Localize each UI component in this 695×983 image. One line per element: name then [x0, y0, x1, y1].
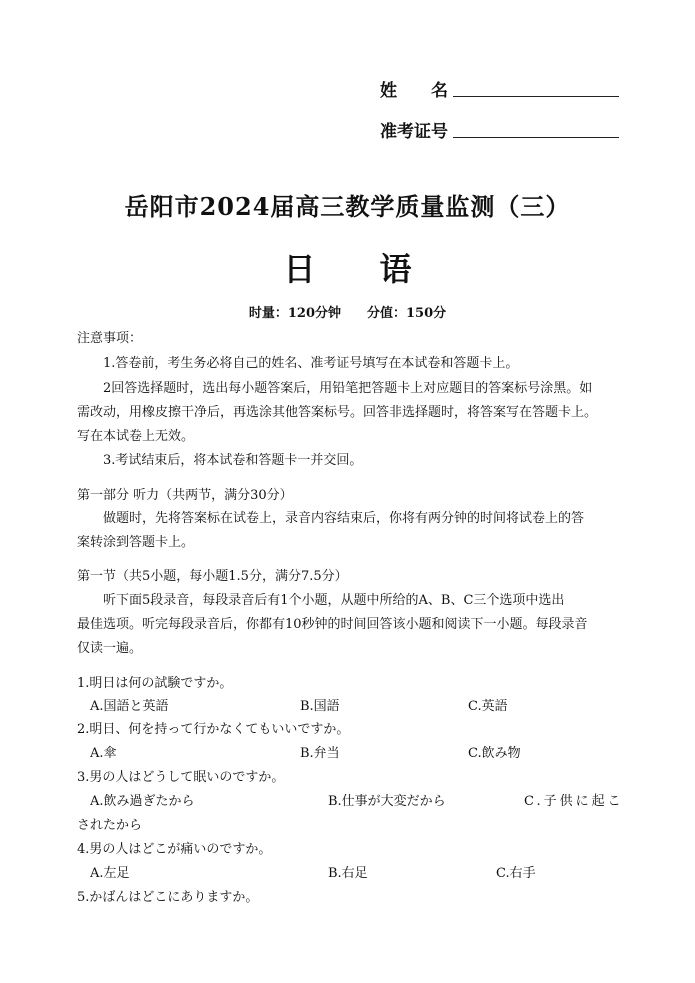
part1-heading: 第一部分 听力（共两节，满分30分） [77, 488, 293, 503]
question-3-option-b: B.仕事が大変だから [328, 794, 446, 809]
exam-title: 岳阳市2024届高三教学质量监测（三） [124, 192, 571, 221]
ticket-number-label: 准考证号 [380, 122, 448, 142]
question-3-option-c-continued: されたから [77, 818, 143, 833]
question-2-stem: 2.明日、何を持って行かなくてもいいですか。 [77, 722, 350, 737]
name-field[interactable] [453, 80, 619, 97]
question-2-option-c: C.飲み物 [468, 746, 521, 761]
note-item-3: 3.考试结束后，将本试卷和答题卡一并交回。 [103, 453, 363, 468]
note-item-2-line-1: 2回答选择题时，选出每小题答案后，用铅笔把答题卡上对应题目的答案标号涂黑。如 [103, 381, 593, 396]
question-5-stem: 5.かばんはどこにありますか。 [77, 890, 259, 905]
section1-heading: 第一节（共5小题，每小题1.5分，满分7.5分） [77, 569, 348, 584]
question-4-stem: 4.男の人はどこが痛いのですか。 [77, 842, 272, 857]
note-item-2-line-3: 写在本试卷上无效。 [77, 429, 195, 444]
section1-instructions-line-1: 听下面5段录音，每段录音后有1个小题，从题中所给的A、B、C三个选项中选出 [103, 593, 565, 608]
note-item-1: 1.答卷前，考生务必将自己的姓名、准考证号填写在本试卷和答题卡上。 [103, 356, 519, 371]
ticket-number-field[interactable] [453, 121, 619, 138]
question-4-option-b: B.右足 [328, 866, 368, 881]
question-3-option-c: C.子供に起こ [524, 794, 624, 809]
question-3-option-a: A.飲み過ぎたから [90, 794, 195, 809]
part1-instructions-line-1: 做题时，先将答案标在试卷上，录音内容结束后，你将有两分钟的时间将试卷上的答 [103, 511, 585, 526]
question-1-option-a: A.国語と英語 [90, 699, 169, 714]
name-label: 姓 名 [380, 81, 448, 101]
question-1-stem: 1.明日は何の試験ですか。 [77, 676, 233, 691]
question-4-option-a: A.左足 [90, 866, 130, 881]
question-2-option-a: A.傘 [90, 746, 117, 761]
section1-instructions-line-3: 仅读一遍。 [77, 641, 143, 656]
part1-instructions-line-2: 案转涂到答题卡上。 [77, 535, 195, 550]
notes-heading: 注意事项： [77, 331, 143, 346]
question-2-option-b: B.弁当 [300, 746, 340, 761]
time-score-info: 时量：120分钟 分值：150分 [248, 306, 447, 321]
question-4-option-c: C.右手 [496, 866, 536, 881]
section1-instructions-line-2: 最佳选项。听完每段录音后，你都有10秒钟的时间回答该小题和阅读下一小题。每段录音 [77, 617, 588, 632]
question-1-option-b: B.国語 [300, 699, 340, 714]
question-3-stem: 3.男の人はどうして眠いのですか。 [77, 770, 285, 785]
note-item-2-line-2: 需改动，用橡皮擦干净后，再选涂其他答案标号。回答非选择题时，将答案写在答题卡上。 [77, 405, 598, 420]
question-1-option-c: C.英語 [468, 699, 508, 714]
subject-title: 日 语 [283, 250, 412, 288]
